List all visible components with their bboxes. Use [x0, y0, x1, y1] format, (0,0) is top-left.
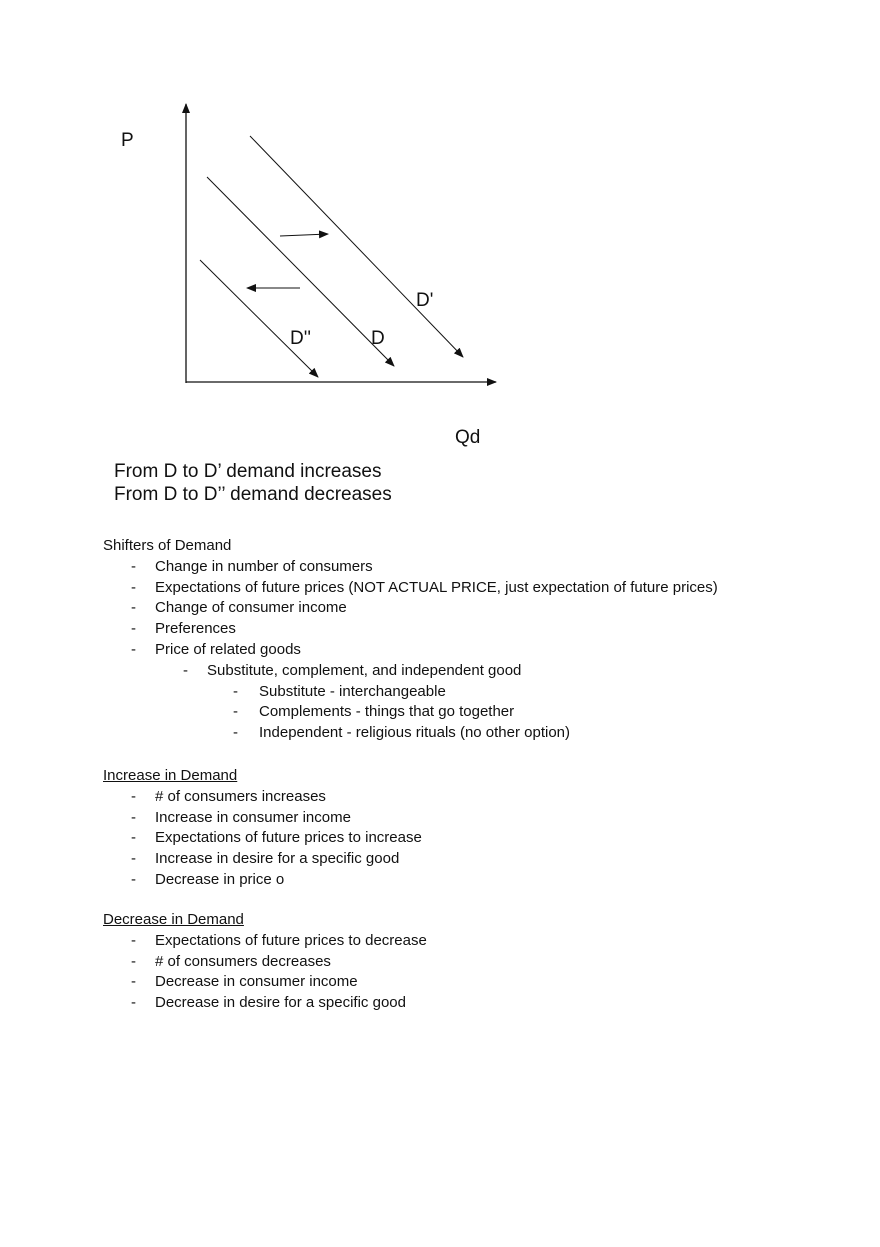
curve-label-d-double-prime: D''	[290, 328, 311, 349]
x-axis-label: Qd	[455, 427, 481, 448]
list-item: Change of consumer income	[155, 599, 347, 617]
list-item: Decrease in consumer income	[155, 973, 358, 991]
list-item: Substitute, complement, and independent good	[207, 661, 522, 679]
bullet-dash: -	[131, 871, 136, 888]
section-heading: Increase in Demand	[103, 767, 238, 784]
list-item: Increase in desire for a specific good	[155, 850, 400, 868]
list-item: Change in number of consumers	[155, 557, 373, 575]
bullet-dash: -	[131, 931, 136, 949]
list-item: Expectations of future prices (NOT ACTUAL PRICE, just expectation of future prices)	[155, 578, 718, 596]
y-axis-label: P	[121, 130, 134, 151]
bullet-dash: -	[131, 850, 136, 868]
list-item: # of consumers increases	[155, 787, 326, 805]
bullet-dash: -	[131, 994, 136, 1012]
bullet-dash: -	[131, 808, 136, 826]
bullet-dash: -	[131, 829, 136, 847]
list-item: Decrease in desire for a specific good	[155, 994, 406, 1012]
list-item: Independent - religious rituals (no other option)	[259, 724, 571, 742]
bullet-dash: -	[233, 682, 238, 700]
bullet-dash: -	[131, 952, 136, 970]
bullet-dash: -	[131, 557, 136, 575]
bullet-dash: -	[183, 661, 188, 679]
list-item: Decrease in price o	[155, 871, 285, 888]
list-item: Expectations of future prices to increase	[155, 829, 422, 847]
summary-increase: From D to D’ demand increases	[114, 461, 382, 482]
list-item: Substitute - interchangeable	[259, 682, 446, 700]
bullet-dash: -	[233, 703, 238, 721]
list-item: # of consumers decreases	[155, 952, 331, 970]
list-item: Expectations of future prices to decrease	[155, 931, 427, 949]
bullet-dash: -	[131, 578, 136, 596]
list-item: Price of related goods	[155, 641, 301, 658]
curve-d-prime	[250, 136, 463, 357]
list-item: Preferences	[155, 620, 236, 638]
list-item: Increase in consumer income	[155, 808, 351, 826]
curve-d-double-prime	[200, 260, 318, 377]
section-heading: Shifters of Demand	[103, 537, 232, 554]
bullet-dash: -	[131, 599, 136, 617]
shift-right-arrow	[280, 234, 328, 236]
bullet-dash: -	[233, 724, 238, 742]
curve-label-d: D	[371, 328, 385, 349]
bullet-dash: -	[131, 973, 136, 991]
list-item: Complements - things that go together	[259, 703, 515, 721]
bullet-dash: -	[131, 641, 136, 658]
summary-decrease: From D to D’’ demand decreases	[114, 484, 392, 505]
curve-label-d-prime: D'	[416, 290, 434, 311]
bullet-dash: -	[131, 620, 136, 638]
section-heading: Decrease in Demand	[103, 911, 244, 928]
demand-shift-diagram	[0, 0, 880, 460]
bullet-dash: -	[131, 787, 136, 805]
